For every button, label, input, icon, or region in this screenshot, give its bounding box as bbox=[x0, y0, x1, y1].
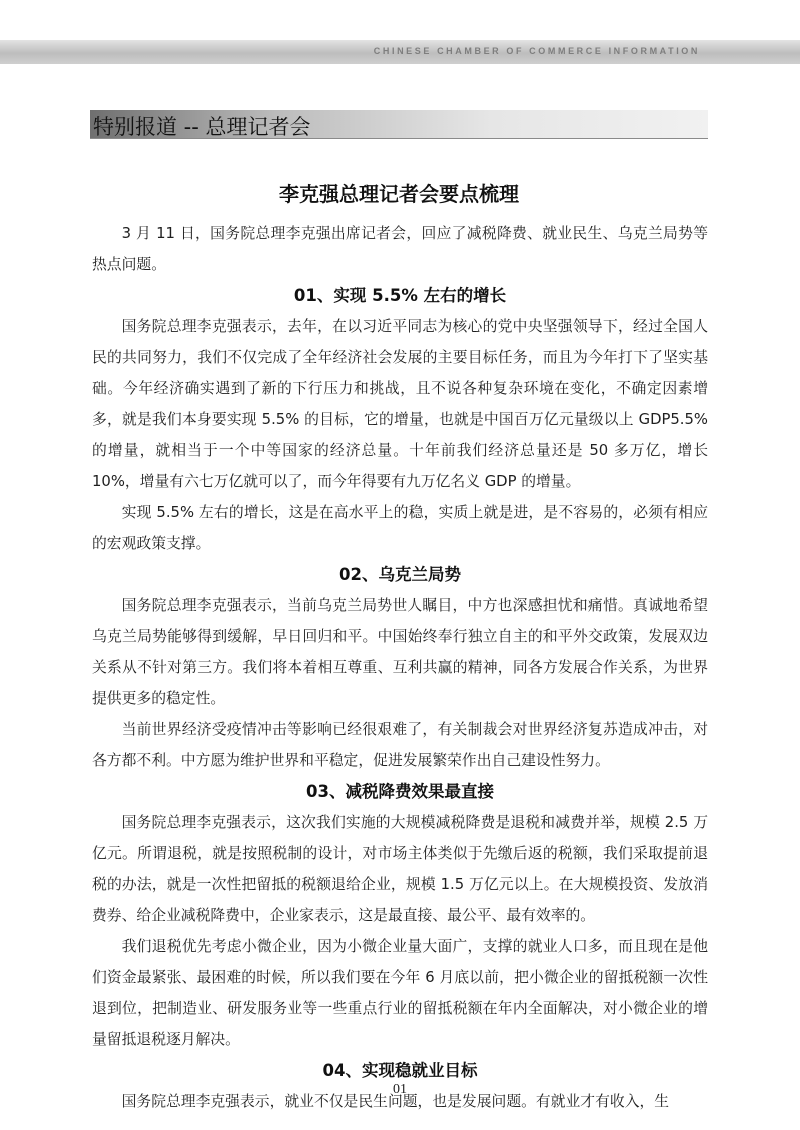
section-heading-04: 04、实现稳就业目标 bbox=[322, 1061, 478, 1080]
section-heading-01: 01、实现 5.5% 左右的增长 bbox=[293, 286, 507, 305]
header-banner-text: CHINESE CHAMBER OF COMMERCE INFORMATION bbox=[373, 46, 700, 56]
section-heading-03: 03、减税降费效果最直接 bbox=[306, 782, 494, 801]
section-heading-02: 02、乌克兰局势 bbox=[339, 565, 461, 584]
section-02-paragraph-2: 当前世界经济受疫情冲击等影响已经很艰难了，有关制裁会对世界经济复苏造成冲击，对各方都不利。中方愿为维护世界和平稳定，促进发展繁荣作出自己建设性努力。 bbox=[92, 721, 708, 769]
intro-paragraph: 3 月 11 日，国务院总理李克强出席记者会，回应了减税降费、就业民生、乌克兰局势等热点问题。 bbox=[92, 225, 708, 273]
section-03-paragraph-1: 国务院总理李克强表示，这次我们实施的大规模减税降费是退税和减费并举，规模 2.5 万亿元。所谓退税，就是按照税制的设计，对市场主体类似于先缴后返的税额，我们采取提前退税的办法，就是一次性把留抵的税额退给企业，规模 1.5 万亿元以上。在大规模投资、发放消费券、给企业减税降费中，企业家表示，这是最直接、最公平、最有效率的。 bbox=[92, 814, 708, 924]
section-01-paragraph-2: 实现 5.5% 左右的增长，这是在高水平上的稳，实质上就是进，是不容易的，必须有相应的宏观政策支撑。 bbox=[92, 504, 708, 552]
section-04-paragraph-1: 国务院总理李克强表示，就业不仅是民生问题，也是发展问题。有就业才有收入，生 bbox=[121, 1093, 670, 1110]
header-banner bbox=[0, 40, 800, 64]
page-number: 01 bbox=[393, 1082, 407, 1097]
section-03-paragraph-2: 我们退税优先考虑小微企业，因为小微企业量大面广，支撑的就业人口多，而且现在是他们资金最紧张、最困难的时候，所以我们要在今年 6 月底以前，把小微企业的留抵税额一次性退到位，把制造业、研发服务业等一些重点行业的留抵税额在年内全面解决，对小微企业的增量留抵退税逐月解决。 bbox=[92, 938, 708, 1048]
section-01-paragraph-1: 国务院总理李克强表示，去年，在以习近平同志为核心的党中央坚强领导下，经过全国人民的共同努力，我们不仅完成了全年经济社会发展的主要目标任务，而且为今年打下了坚实基础。今年经济确实遇到了新的下行压力和挑战，且不说各种复杂环境在变化，不确定因素增多，就是我们本身要实现 5.5% 的目标，它的增量，也就是中国百万亿元量级以上 GDP5.5% 的增量，就相当于一个中等国家的经济总量。十年前我们经济总量还是 50 多万亿，增长 10%，增量有六七万亿就可以了，而今年得要有九万亿名义 GDP 的增量。 bbox=[92, 318, 708, 490]
article-title: 李克强总理记者会要点梳理 bbox=[279, 182, 519, 206]
section-title: 特别报道 -- 总理记者会 bbox=[93, 115, 311, 139]
section-title-bar bbox=[90, 110, 708, 139]
section-02-paragraph-1: 国务院总理李克强表示，当前乌克兰局势世人瞩目，中方也深感担忧和痛惜。真诚地希望乌克兰局势能够得到缓解，早日回归和平。中国始终奉行独立自主的和平外交政策，发展双边关系从不针对第三方。我们将本着相互尊重、互利共赢的精神，同各方发展合作关系，为世界提供更多的稳定性。 bbox=[92, 597, 708, 707]
article-body bbox=[92, 218, 708, 1117]
